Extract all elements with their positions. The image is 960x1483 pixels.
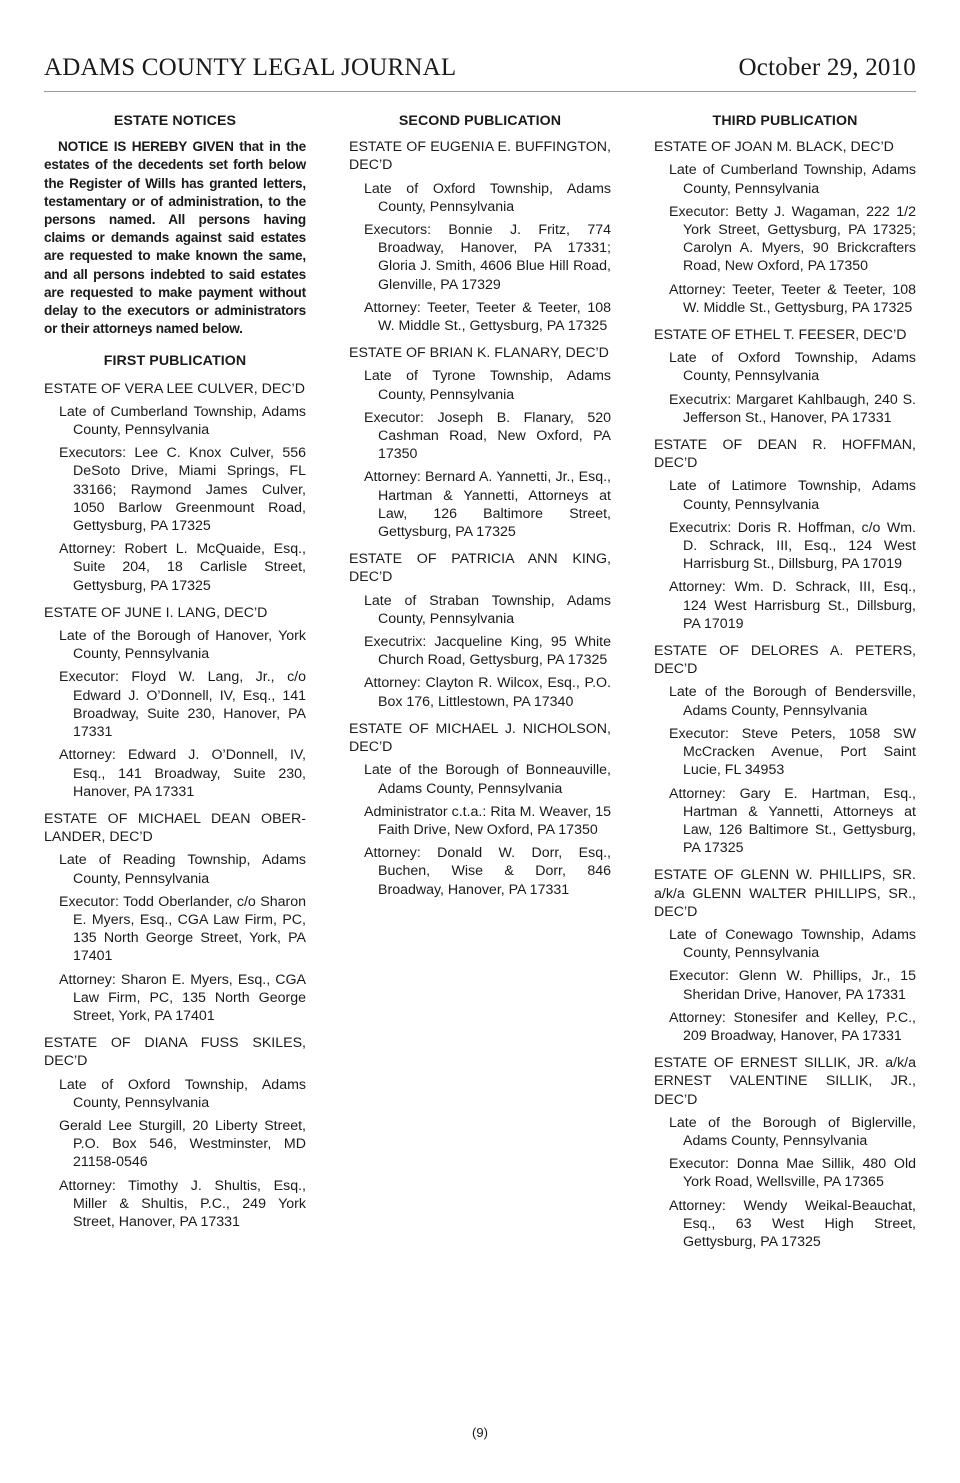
section-title: THIRD PUBLICATION <box>712 113 858 129</box>
estate-detail: Executor: Donna Mae Sillik, 480 Old York Road, Wellsville, PA 17365 <box>669 1156 916 1191</box>
estate-detail: Late of the Borough of Bendersville, Adams County, Pennsylvania <box>669 684 916 719</box>
notice-paragraph: NOTICE IS HEREBY GIVEN that in the estates of the decedents set forth below the Register of Wills has granted letters, testamentary or of administration, to the persons named. All persons having claims or demands against said estates are requested to make known the same, and all persons indebted to said estates are requested to make payment without delay to the executors or administrators or their attorneys named below. <box>44 139 306 337</box>
estate-detail: Attorney: Teeter, Teeter & Teeter, 108 W. Middle St., Gettysburg, PA 17325 <box>364 299 611 335</box>
estate-name: ESTATE OF BRIAN K. FLANARY, DEC’D <box>349 345 609 362</box>
estate-entry <box>654 866 916 1045</box>
estate-entry <box>654 326 916 427</box>
estate-detail: Executor: Joseph B. Flanary, 520 Cashman Road, New Oxford, PA 17350 <box>364 409 611 463</box>
estate-name: ESTATE OF EUGENIA E. BUFFINGTON, DEC’D <box>349 139 611 174</box>
estate-detail: Executrix: Margaret Kahlbaugh, 240 S. Jefferson St., Hanover, PA 17331 <box>669 391 916 426</box>
estate-detail: Late of Oxford Township, Adams County, Pennsylvania <box>364 180 611 215</box>
estate-name: ESTATE OF DIANA FUSS SKILES, DEC’D <box>44 1035 306 1070</box>
estate-entry <box>349 720 611 899</box>
estate-detail: Late of Oxford Township, Adams County, Pennsylvania <box>59 1076 306 1111</box>
estate-detail: Executor: Betty J. Wagaman, 222 1/2 York Street, Gettysburg, PA 17325; Carolyn A. Myers, 90 Brickcrafters Road, New Oxford, PA 17350 <box>669 203 916 275</box>
section-title: ESTATE NOTICES <box>113 113 237 129</box>
estate-detail: Late of the Borough of Biglerville, Adams County, Pennsylvania <box>669 1114 916 1149</box>
estate-entry <box>654 436 916 633</box>
estate-detail: Late of Straban Township, Adams County, Pennsylvania <box>364 592 611 627</box>
estate-name: ESTATE OF JUNE I. LANG, DEC’D <box>44 604 268 621</box>
section-title: SECOND PUBLICATION <box>398 113 562 129</box>
estate-detail: Executors: Lee C. Knox Culver, 556 DeSoto Drive, Miami Springs, FL 33166; Raymond James Culver, 1050 Barlow Greenmount Road, Gettysburg, PA 17325 <box>59 445 306 535</box>
estate-detail: Gerald Lee Sturgill, 20 Liberty Street, P.O. Box 546, Westminster, MD 21158-0546 <box>59 1117 306 1171</box>
estate-name: ESTATE OF MICHAEL J. NICHOLSON, DEC’D <box>349 720 611 756</box>
estate-detail: Attorney: Sharon E. Myers, Esq., CGA Law Firm, PC, 135 North George Street, York, PA 17401 <box>59 971 306 1024</box>
estate-detail: Executor: Todd Oberlander, c/o Sharon E. Myers, Esq., CGA Law Firm, PC, 135 North George Street, York, PA 17401 <box>59 893 306 965</box>
estate-name: ESTATE OF JOAN M. BLACK, DEC’D <box>654 139 894 156</box>
estate-detail: Attorney: Stonesifer and Kelley, P.C., 209 Broadway, Hanover, PA 17331 <box>669 1009 916 1044</box>
column-2 <box>349 112 611 908</box>
estate-detail: Attorney: Wm. D. Schrack, III, Esq., 124 West Harrisburg St., Dillsburg, PA 17019 <box>669 579 916 632</box>
journal-title: ADAMS COUNTY LEGAL JOURNAL <box>44 54 457 81</box>
estate-detail: Attorney: Bernard A. Yannetti, Jr., Esq., Hartman & Yannetti, Attorneys at Law, 126 Baltimore Street, Gettysburg, PA 17325 <box>364 469 611 541</box>
column-3 <box>654 112 916 1260</box>
estate-entry <box>654 642 916 857</box>
estate-name: ESTATE OF ERNEST SILLIK, JR. a/k/a ERNEST VALENTINE SILLIK, JR., DEC’D <box>654 1055 916 1108</box>
estate-detail: Attorney: Clayton R. Wilcox, Esq., P.O. Box 176, Littlestown, PA 17340 <box>364 675 611 710</box>
estate-detail: Late of Cumberland Township, Adams County, Pennsylvania <box>59 403 306 439</box>
estate-detail: Executor: Floyd W. Lang, Jr., c/o Edward J. O’Donnell, IV, Esq., 141 Broadway, Suite 230, Hanover, PA 17331 <box>59 669 306 741</box>
estate-name: ESTATE OF DEAN R. HOFFMAN, DEC’D <box>654 437 916 472</box>
estate-detail: Executrix: Doris R. Hoffman, c/o Wm. D. Schrack, III, Esq., 124 West Harrisburg St., Dillsburg, PA 17019 <box>669 519 916 573</box>
issue-date: October 29, 2010 <box>738 54 916 81</box>
estate-detail: Executrix: Jacqueline King, 95 White Church Road, Gettysburg, PA 17325 <box>364 634 611 669</box>
page-number: (9) <box>472 1425 488 1440</box>
estate-entry <box>349 138 611 335</box>
estate-detail: Late of the Borough of Hanover, York County, Pennsylvania <box>59 628 306 663</box>
estate-name: ESTATE OF GLENN W. PHILLIPS, SR. a/k/a GLENN WALTER PHILLIPS, SR., DEC’D <box>654 867 916 920</box>
estate-entry <box>44 604 306 801</box>
estate-entry <box>349 344 611 541</box>
estate-entry <box>654 138 916 317</box>
estate-name: ESTATE OF VERA LEE CULVER, DEC’D <box>44 380 305 397</box>
estate-detail: Late of the Borough of Bonneauville, Adams County, Pennsylvania <box>364 762 611 797</box>
estate-detail: Attorney: Edward J. O’Donnell, IV, Esq., 141 Broadway, Suite 230, Hanover, PA 17331 <box>59 747 306 800</box>
estate-detail: Attorney: Robert L. McQuaide, Esq., Suite 204, 18 Carlisle Street, Gettysburg, PA 17325 <box>59 541 306 594</box>
estate-detail: Late of Cumberland Township, Adams County, Pennsylvania <box>669 162 916 197</box>
estate-detail: Executor: Steve Peters, 1058 SW McCracken Avenue, Port Saint Lucie, FL 34953 <box>669 725 916 779</box>
estate-name: ESTATE OF ETHEL T. FEESER, DEC’D <box>654 327 907 344</box>
estate-detail: Late of Oxford Township, Adams County, Pennsylvania <box>669 350 916 385</box>
estate-name: ESTATE OF DELORES A. PETERS, DEC’D <box>654 643 916 678</box>
estate-detail: Late of Conewago Township, Adams County, Pennsylvania <box>669 926 916 962</box>
estate-detail: Attorney: Timothy J. Shultis, Esq., Miller & Shultis, P.C., 249 York Street, Hanover, PA 17331 <box>59 1177 306 1230</box>
estate-entry <box>44 380 306 595</box>
estate-entry <box>654 1054 916 1251</box>
section-title: FIRST PUBLICATION <box>103 353 247 370</box>
estate-detail: Attorney: Gary E. Hartman, Esq., Hartman & Yannetti, Attorneys at Law, 126 Baltimore St., Gettysburg, PA 17325 <box>669 785 916 857</box>
estate-detail: Attorney: Teeter, Teeter & Teeter, 108 W. Middle St., Gettysburg, PA 17325 <box>669 281 916 316</box>
estate-detail: Late of Latimore Township, Adams County, Pennsylvania <box>669 478 916 513</box>
estate-name: ESTATE OF MICHAEL DEAN OBERLANDER, DEC’D <box>44 810 306 846</box>
estate-detail: Administrator c.t.a.: Rita M. Weaver, 15 Faith Drive, New Oxford, PA 17350 <box>364 803 611 838</box>
header-rule <box>44 91 916 92</box>
estate-entry <box>44 810 306 1025</box>
estate-detail: Attorney: Donald W. Dorr, Esq., Buchen, Wise & Dorr, 846 Broadway, Hanover, PA 17331 <box>364 845 611 898</box>
estate-name: ESTATE OF PATRICIA ANN KING, DEC’D <box>349 551 611 586</box>
estate-detail: Executors: Bonnie J. Fritz, 774 Broadway, Hanover, PA 17331; Gloria J. Smith, 4606 Blue Hill Road, Glenville, PA 17329 <box>364 222 611 293</box>
journal-header <box>44 52 916 82</box>
column-1 <box>44 112 306 1240</box>
estate-detail: Executor: Glenn W. Phillips, Jr., 15 Sheridan Drive, Hanover, PA 17331 <box>669 968 916 1003</box>
estate-detail: Late of Tyrone Township, Adams County, Pennsylvania <box>364 368 611 403</box>
estate-detail: Late of Reading Township, Adams County, Pennsylvania <box>59 852 306 887</box>
estate-detail: Attorney: Wendy Weikal-Beauchat, Esq., 63 West High Street, Gettysburg, PA 17325 <box>669 1197 916 1250</box>
estate-entry <box>44 1034 306 1231</box>
estate-entry <box>349 550 611 711</box>
